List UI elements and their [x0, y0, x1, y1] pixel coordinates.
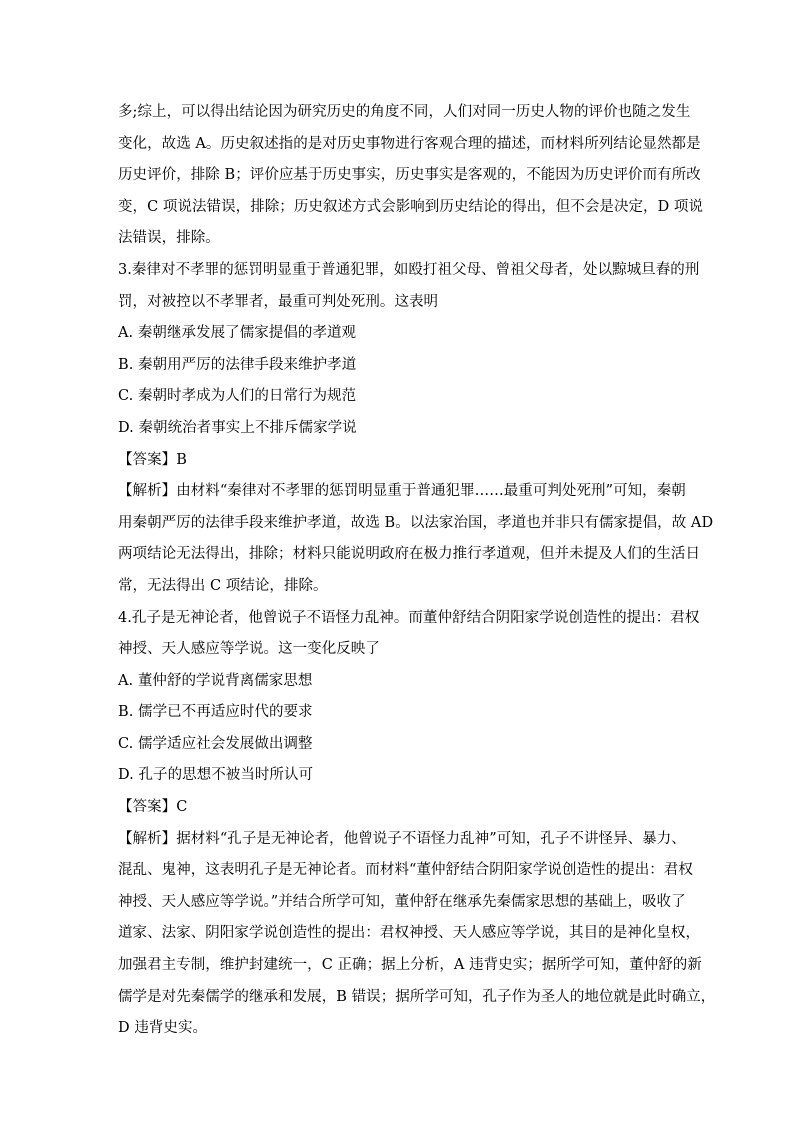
text-line: 变，C 项说法错误，排除；历史叙述方式会影响到历史结论的得出，但不会是决定，D 项说: [118, 198, 704, 215]
question-4-analysis: 【解析】据材料“孔子是无神论者，他曾说子不语怪力乱神”可知，孔子不讲怪异、暴力、: [118, 830, 686, 847]
question-3-stem: 3.秦律对不孝罪的惩罚明显重于普通犯罪，如殴打祖父母、曾祖父母者，处以黥城旦舂的刑: [118, 261, 700, 278]
question-3-answer: 【答案】B: [118, 451, 187, 468]
question-3-stem: 罚，对被控以不孝罪者，最重可判处死刑。这表明: [118, 293, 439, 310]
question-4-option-d: D. 孔子的思想不被当时所认可: [118, 767, 314, 784]
question-3-option-b: B. 秦朝用严厉的法律手段来维护孝道: [118, 356, 357, 373]
question-4-analysis: 混乱、鬼神，这表明孔子是无神论者。而材料“董仲舒结合阴阳家学说创造性的提出：君权: [118, 862, 693, 879]
question-4-answer: 【答案】C: [118, 799, 188, 816]
question-4-analysis: 加强君主专制，维护封建统一，C 正确；据上分析，A 违背史实；据所学可知，董仲舒的新: [118, 957, 702, 974]
question-3-analysis: 常，无法得出 C 项结论，排除。: [118, 577, 328, 594]
question-4-stem: 神授、天人感应等学说。这一变化反映了: [118, 641, 380, 658]
question-4-analysis: 道家、法家、阴阳家学说创造性的提出：君权神授、天人感应等学说，其目的是神化皇权，: [118, 925, 700, 942]
question-4-analysis: 儒学是对先秦儒学的继承和发展，B 错误；据所学可知，孔子作为圣人的地位就是此时确立，: [118, 988, 716, 1005]
text-line: 变化，故选 A。历史叙述指的是对历史事物进行客观合理的描述，而材料所列结论显然都是: [118, 135, 701, 152]
question-3-option-a: A. 秦朝继承发展了儒家提倡的孝道观: [118, 325, 357, 342]
question-3-option-d: D. 秦朝统治者事实上不排斥儒家学说: [118, 419, 357, 436]
question-3-analysis: 两项结论无法得出，排除；材料只能说明政府在极力推行孝道观，但并未提及人们的生活日: [118, 546, 700, 563]
question-4-analysis: 神授、天人感应等学说。”并结合所学可知，董仲舒在继承先秦儒家思想的基础上，吸收了: [118, 893, 686, 910]
question-3-option-c: C. 秦朝时孝成为人们的日常行为规范: [118, 388, 357, 405]
text-line: 法错误，排除。: [118, 230, 220, 247]
question-3-analysis: 【解析】由材料“秦律对不孝罪的惩罚明显重于普通犯罪……最重可判处死刑”可知，秦朝: [118, 483, 686, 500]
text-line: 多;综上，可以得出结论因为研究历史的角度不同，人们对同一历史人物的评价也随之发生: [118, 104, 691, 120]
document-page: [118, 97, 716, 1045]
text-line: 历史评价，排除 B；评价应基于历史事实，历史事实是客观的，不能因为历史评价而有所改: [118, 167, 701, 184]
question-4-option-b: B. 儒学已不再适应时代的要求: [118, 704, 313, 721]
question-3-analysis: 用秦朝严厉的法律手段来维护孝道，故选 B。以法家治国，孝道也并非只有儒家提倡，故 AD: [118, 514, 714, 531]
question-4-analysis: D 违背史实。: [118, 1020, 208, 1037]
question-4-stem: 4.孔子是无神论者，他曾说子不语怪力乱神。而董仲舒结合阴阳家学说创造性的提出：君权: [118, 609, 700, 626]
question-4-option-c: C. 儒学适应社会发展做出调整: [118, 735, 313, 752]
question-4-option-a: A. 董仲舒的学说背离儒家思想: [118, 672, 313, 689]
